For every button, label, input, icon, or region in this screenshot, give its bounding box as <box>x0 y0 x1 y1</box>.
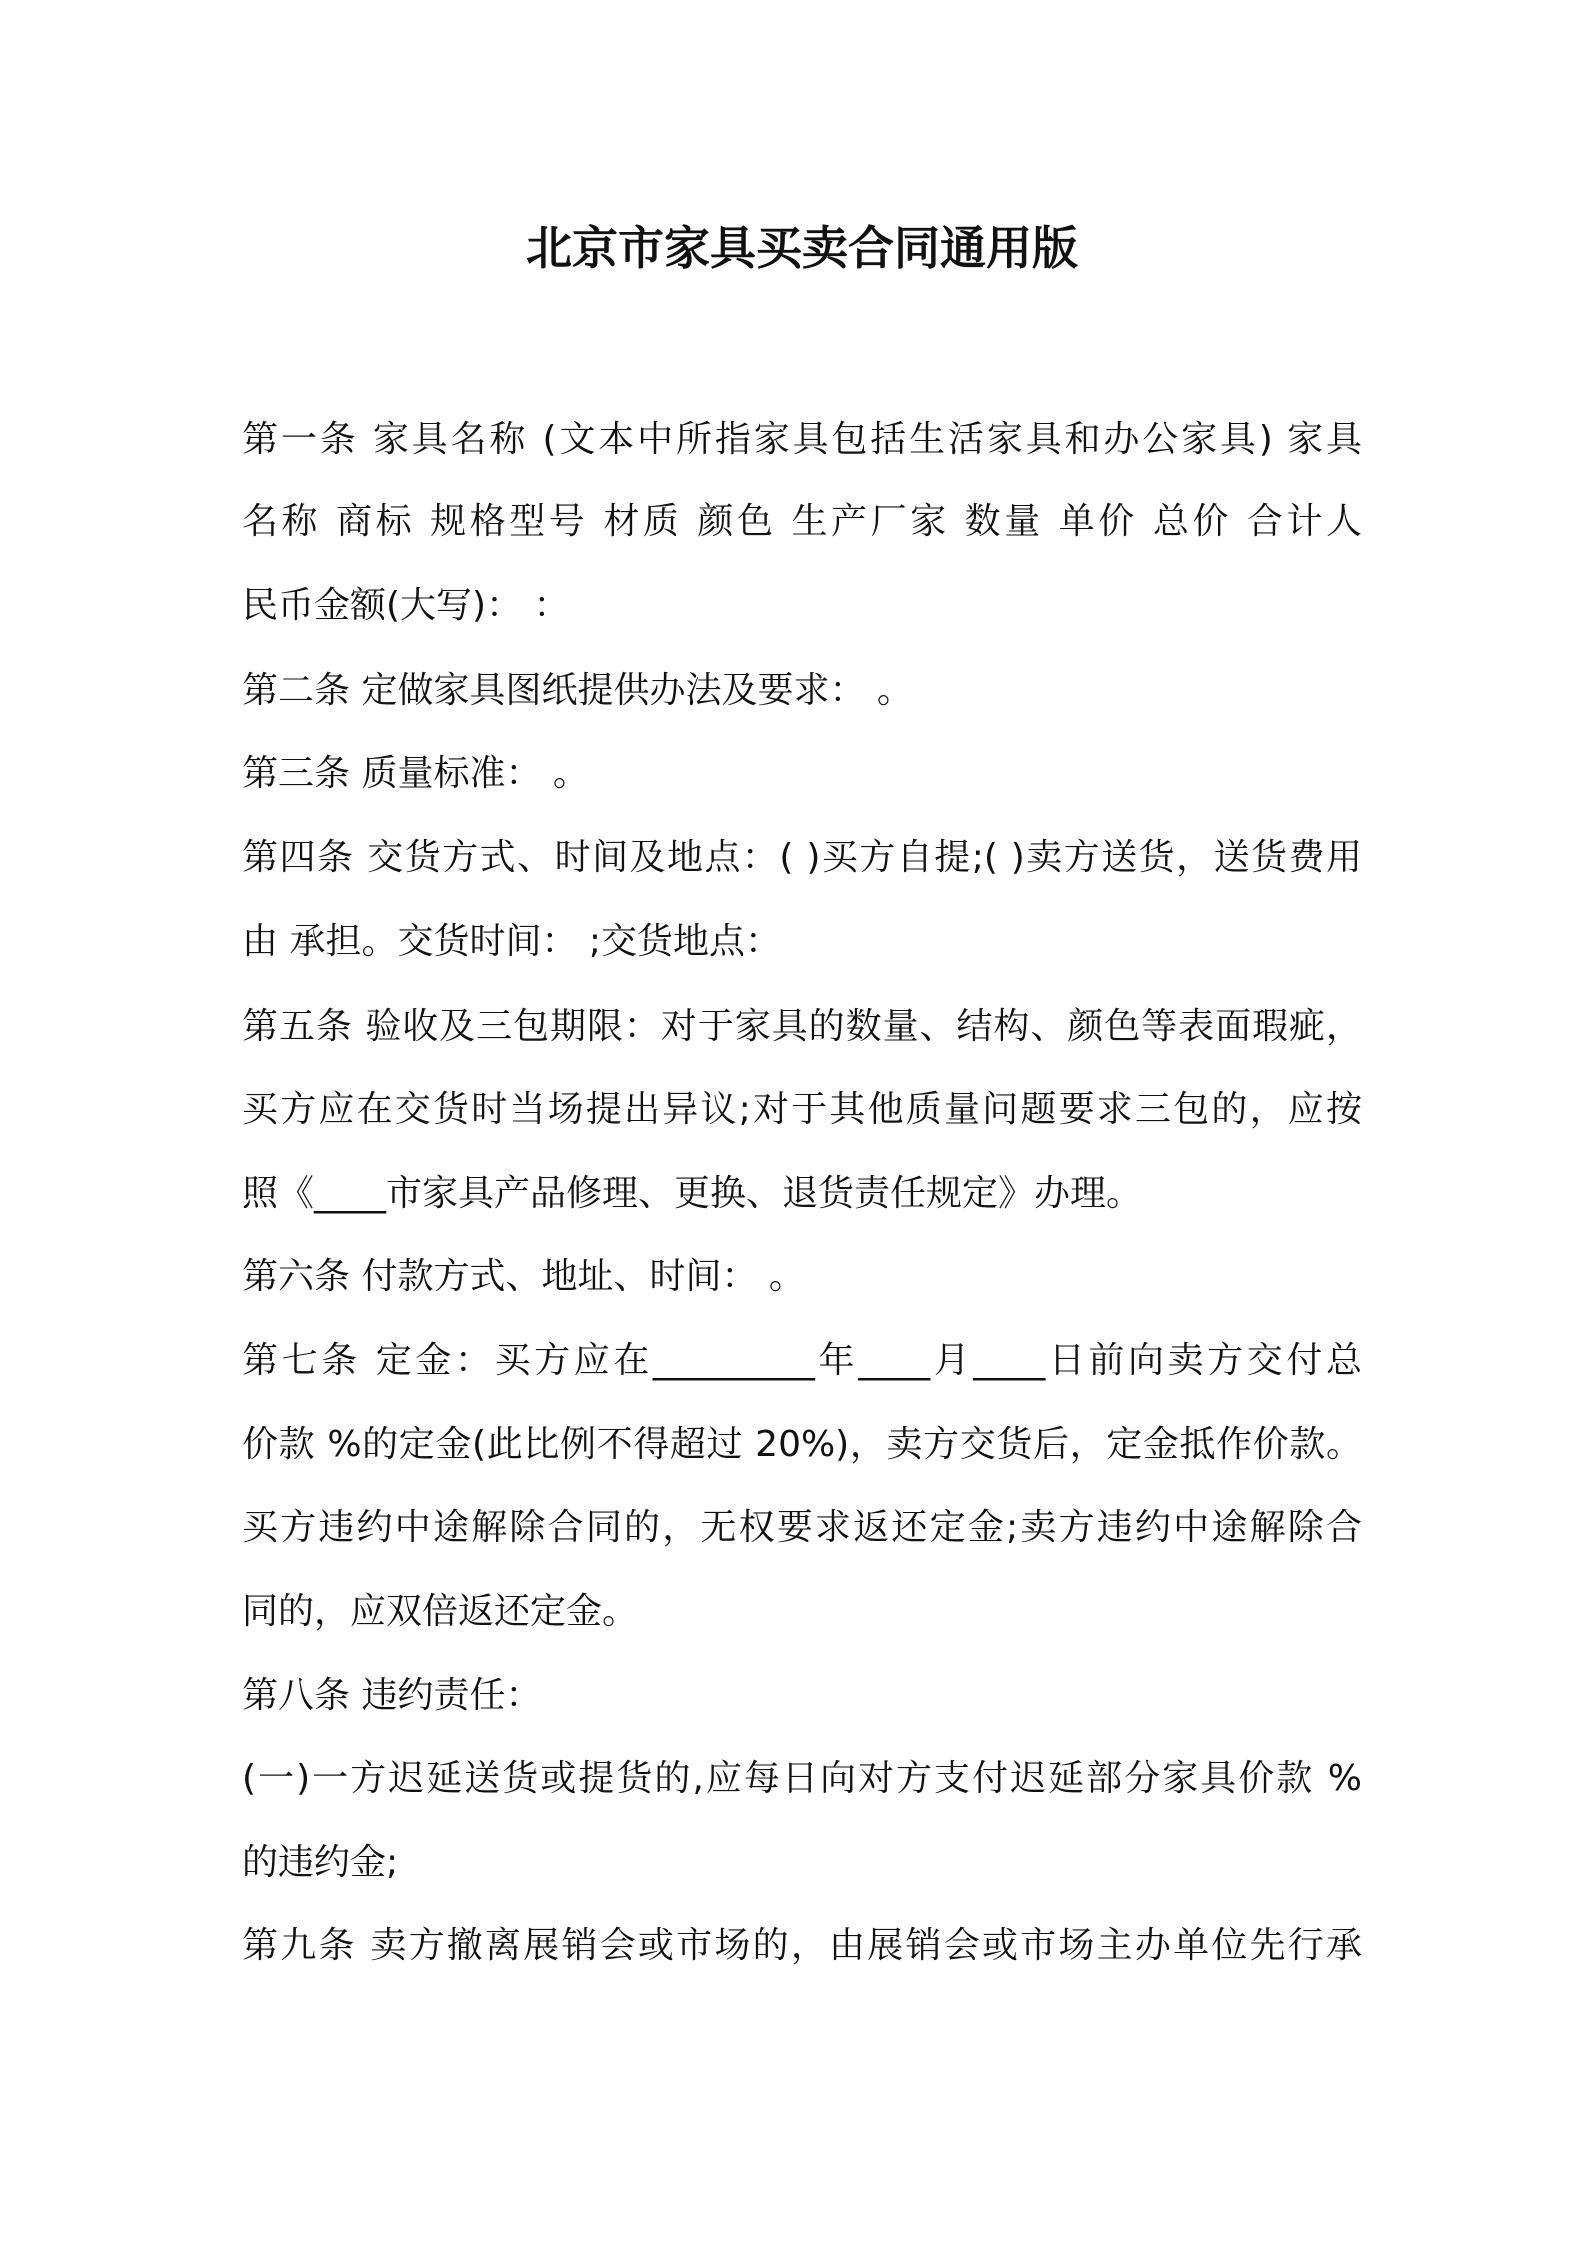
clause-line: 第五条 验收及三包期限：对于家具的数量、结构、颜色等表面瑕疵， <box>242 1006 1362 1047</box>
clause-line: 第四条 交货方式、时间及地点：( )买方自提;( )卖方送货，送货费用 <box>242 837 1362 878</box>
clause-line: 第九条 卖方撤离展销会或市场的，由展销会或市场主办单位先行承 <box>242 1925 1362 1966</box>
clause-line: 价款 %的定金(此比例不得超过 20%)，卖方交货后，定金抵作价款。 <box>242 1424 1362 1465</box>
clause-line: 第八条 违约责任： <box>242 1675 542 1716</box>
clause-line: 的违约金; <box>242 1842 399 1883</box>
clause-line: 第三条 质量标准： 。 <box>242 753 589 794</box>
clause-line: 同的，应双倍返还定金。 <box>242 1591 639 1632</box>
clause-line: 买方违约中途解除合同的，无权要求返还定金;卖方违约中途解除合 <box>242 1507 1362 1548</box>
clause-line: (一)一方迟延送货或提货的,应每日向对方支付迟延部分家具价款 % <box>242 1758 1362 1799</box>
clause-line: 第二条 定做家具图纸提供办法及要求： 。 <box>242 670 913 711</box>
clause-line: 第一条 家具名称 (文本中所指家具包括生活家具和办公家具) 家具 <box>242 419 1362 460</box>
clause-line: 民币金额(大写)： ： <box>242 585 570 626</box>
clause-line: 由 承担。交货时间： ;交货地点： <box>242 921 782 962</box>
clause-line: 照《____市家具产品修理、更换、退货责任规定》办理。 <box>242 1173 1143 1214</box>
clause-line: 第七条 定金：买方应在_________年____月____日前向卖方交付总 <box>242 1340 1362 1381</box>
clause-line: 买方应在交货时当场提出异议;对于其他质量问题要求三包的，应按 <box>242 1089 1362 1130</box>
clause-line: 名称 商标 规格型号 材质 颜色 生产厂家 数量 单价 总价 合计人 <box>242 501 1362 542</box>
clause-line: 第六条 付款方式、地址、时间： 。 <box>242 1256 805 1297</box>
document-title: 北京市家具买卖合同通用版 <box>526 221 1078 275</box>
